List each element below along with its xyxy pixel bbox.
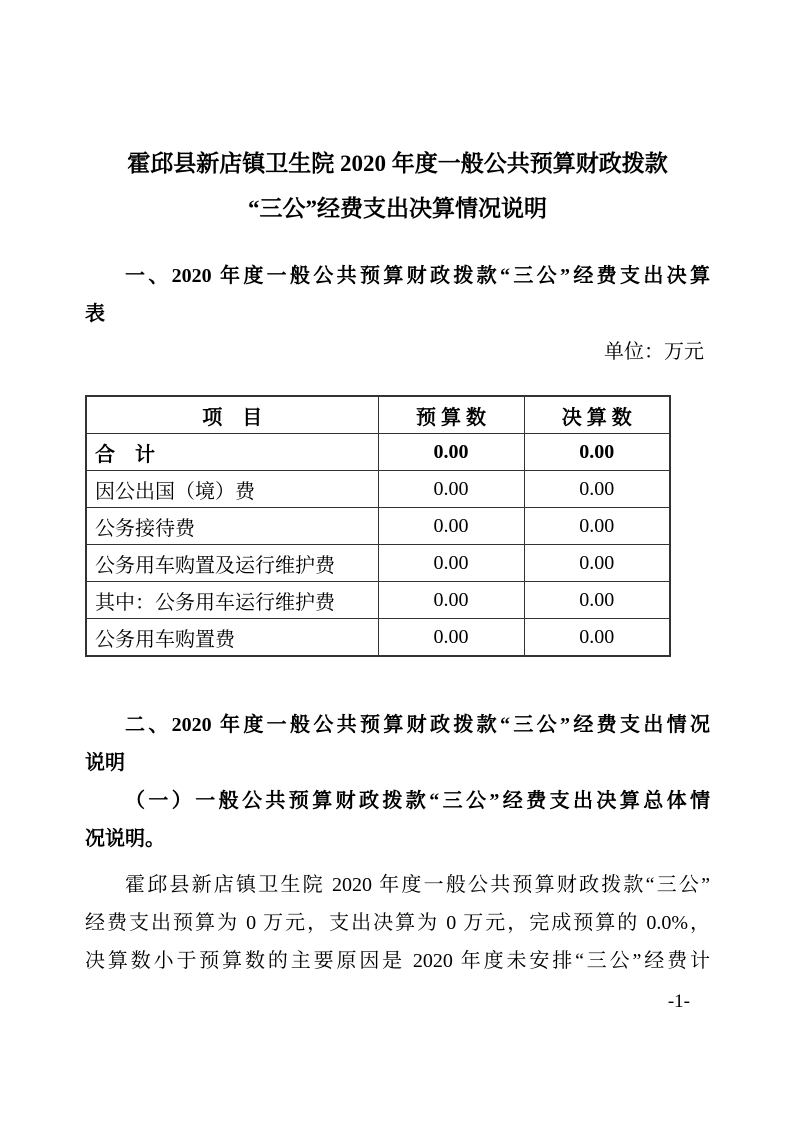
final-value: 0.00 — [524, 619, 670, 657]
row-label: 公务用车购置费 — [86, 619, 378, 657]
table-header-row — [86, 396, 670, 434]
table-row-vehicle-maintenance — [86, 582, 670, 619]
final-value: 0.00 — [524, 471, 670, 508]
table-row-reception-expense — [86, 508, 670, 545]
column-header-budget: 预 算 数 — [378, 396, 524, 434]
column-header-item: 项 目 — [86, 396, 378, 434]
section2-heading-line2: 说明 — [85, 752, 125, 774]
section1-heading-line2: 表 — [85, 303, 105, 325]
row-label: 其中：公务用车运行维护费 — [86, 582, 378, 619]
budget-value: 0.00 — [378, 508, 524, 545]
row-label: 公务用车购置及运行维护费 — [86, 545, 378, 582]
table-row-vehicle-purchase-and-maintenance — [86, 545, 670, 582]
unit-label: 单位：万元 — [604, 341, 704, 363]
row-label: 因公出国（境）费 — [86, 471, 378, 508]
subsection1-heading-line1: （一）一般公共预算财政拨款“三公”经费支出决算总体情 — [125, 790, 710, 812]
section1-heading-line1: 一、2020 年度一般公共预算财政拨款“三公”经费支出决算 — [125, 265, 710, 287]
body-paragraph-line1: 霍邱县新店镇卫生院 2020 年度一般公共预算财政拨款“三公” — [125, 874, 710, 896]
table-row-total — [86, 434, 670, 471]
page-number: -1- — [667, 991, 690, 1012]
body-paragraph-line3: 决算数小于预算数的主要原因是 2020 年度未安排“三公”经费计 — [85, 950, 710, 972]
subsection1-heading-line2: 况说明。 — [85, 828, 165, 850]
row-label: 公务接待费 — [86, 508, 378, 545]
column-header-final: 决 算 数 — [524, 396, 670, 434]
document-title-line2: “三公”经费支出决算情况说明 — [248, 196, 547, 221]
section2-heading-line1: 二、2020 年度一般公共预算财政拨款“三公”经费支出情况 — [125, 714, 710, 736]
final-value: 0.00 — [524, 508, 670, 545]
final-value: 0.00 — [524, 545, 670, 582]
sangong-expense-table — [85, 395, 671, 657]
final-value: 0.00 — [524, 434, 670, 471]
document-title — [85, 141, 710, 231]
budget-value: 0.00 — [378, 434, 524, 471]
budget-value: 0.00 — [378, 619, 524, 657]
table-row-abroad-expense — [86, 471, 670, 508]
final-value: 0.00 — [524, 582, 670, 619]
budget-value: 0.00 — [378, 582, 524, 619]
document-title-line1: 霍邱县新店镇卫生院 2020 年度一般公共预算财政拨款 — [127, 151, 668, 176]
budget-value: 0.00 — [378, 545, 524, 582]
budget-value: 0.00 — [378, 471, 524, 508]
row-label: 合 计 — [86, 434, 378, 471]
table-row-vehicle-purchase — [86, 619, 670, 657]
body-paragraph-line2: 经费支出预算为 0 万元，支出决算为 0 万元，完成预算的 0.0%， — [85, 912, 710, 934]
